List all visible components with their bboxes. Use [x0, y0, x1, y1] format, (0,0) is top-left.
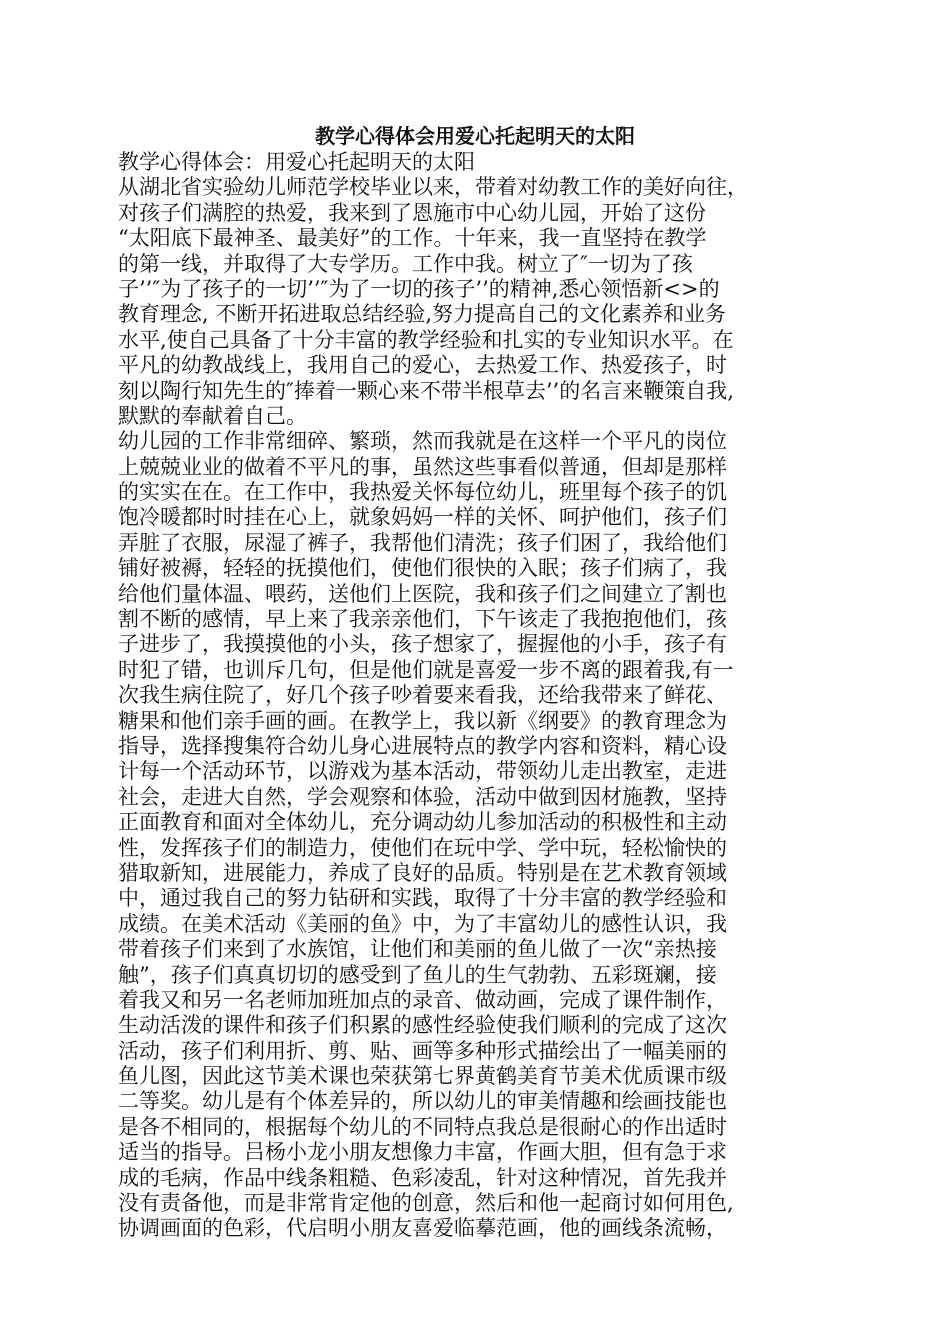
- text-line: 正面教育和面对全体幼儿，充分调动幼儿参加活动的积极性和主动: [118, 810, 727, 835]
- text-line: 割不断的感情，早上来了我亲亲他们，下午该走了我抱抱他们，孩: [118, 607, 727, 632]
- text-line: 给他们量体温、喂药，送他们上医院，我和孩子们之间建立了割也: [118, 581, 727, 606]
- text-line: 教育理念, 不断开拓进取总结经验,努力提高自己的文化素养和业务: [118, 302, 727, 327]
- text-line: 次我生病住院了，好几个孩子吵着要来看我，还给我带来了鲜花、: [118, 683, 727, 708]
- text-line: 铺好被褥，轻轻的抚摸他们，使他们很快的入眠；孩子们病了，我: [118, 556, 727, 581]
- text-line: 幼儿园的工作非常细碎、繁琐，然而我就是在这样一个平凡的岗位: [118, 429, 727, 454]
- document-body: [118, 150, 818, 1242]
- text-line: 子进步了，我摸摸他的小头，孩子想家了，握握他的小手，孩子有: [118, 632, 727, 657]
- text-line: 子’’″为了孩子的一切’’″为了一切的孩子’’的精神,悉心领悟新<>的: [118, 276, 720, 301]
- text-line: 上兢兢业业的做着不平凡的事，虽然这些事看似普通，但却是那样: [118, 454, 727, 479]
- text-line: 默默的奉献着自己。: [118, 403, 307, 428]
- text-line: 的第一线，并取得了大专学历。工作中我。树立了″一切为了孩: [118, 251, 693, 276]
- text-line: 带着孩子们来到了水族馆，让他们和美丽的鱼儿做了一次“亲热接: [118, 937, 717, 962]
- text-line: 的实实在在。在工作中，我热爱关怀每位幼儿，班里每个孩子的饥: [118, 480, 727, 505]
- text-line: 中，通过我自己的努力钻研和实践，取得了十分丰富的教学经验和: [118, 886, 727, 911]
- text-line: 是各不相同的，根据每个幼儿的不同特点我总是很耐心的作出适时: [118, 1114, 727, 1139]
- text-line: 饱冷暖都时时挂在心上，就象妈妈一样的关怀、呵护他们，孩子们: [118, 505, 727, 530]
- text-line: 指导，选择搜集符合幼儿身心进展特点的教学内容和资料，精心设: [118, 733, 727, 758]
- text-line: 弄脏了衣服，尿湿了裤子，我帮他们清洗；孩子们困了，我给他们: [118, 530, 727, 555]
- text-line: 成绩。在美术活动《美丽的鱼》中，为了丰富幼儿的感性认识，我: [118, 911, 727, 936]
- text-line: 鱼儿图，因此这节美术课也荣获第七界黄鹤美育节美术优质课市级: [118, 1064, 727, 1089]
- text-line: 没有责备他，而是非常肯定他的创意，然后和他一起商讨如何用色,: [118, 1191, 734, 1216]
- text-line: 社会，走进大自然，学会观察和体验，活动中做到因材施教，坚持: [118, 784, 727, 809]
- text-line: “太阳底下最神圣、最美好”的工作。十年来，我一直坚持在教学: [118, 226, 707, 251]
- text-line: 水平,使自己具备了十分丰富的教学经验和扎实的专业知识水平。在: [118, 327, 734, 352]
- text-line: 时犯了错，也训斥几句，但是他们就是喜爱一步不离的跟着我,有一: [118, 657, 734, 682]
- text-line: 着我又和另一名老师加班加点的录音、做动画，完成了课件制作，: [118, 987, 727, 1012]
- text-line: 对孩子们满腔的热爱，我来到了恩施市中心幼儿园，开始了这份: [118, 200, 706, 225]
- text-line: 生动活泼的课件和孩子们积累的感性经验使我们顺利的完成了这次: [118, 1013, 727, 1038]
- text-line: 性，发挥孩子们的制造力，使他们在玩中学、学中玩，轻松愉快的: [118, 835, 727, 860]
- text-line: 教学心得体会：用爱心托起明天的太阳: [118, 150, 475, 174]
- document-title: 教学心得体会用爱心托起明天的太阳: [315, 124, 635, 148]
- text-line: 计每一个活动环节，以游戏为基本活动，带领幼儿走出教室，走进: [118, 759, 727, 784]
- text-line: 成的毛病，作品中线条粗糙、色彩凌乱，针对这种情况，首先我并: [118, 1165, 727, 1190]
- text-line: 糖果和他们亲手画的画。在教学上，我以新《纲要》的教育理念为: [118, 708, 727, 733]
- text-line: 猎取新知，进展能力，养成了良好的品质。特别是在艺术教育领域: [118, 860, 727, 885]
- text-line: 活动，孩子们利用折、剪、贴、画等多种形式描绘出了一幅美丽的: [118, 1038, 727, 1063]
- text-line: 协调画面的色彩，代启明小朋友喜爱临摹范画，他的画线条流畅，: [118, 1216, 727, 1241]
- text-line: 从湖北省实验幼儿师范学校毕业以来，带着对幼教工作的美好向往，: [118, 175, 748, 200]
- text-line: 适当的指导。吕杨小龙小朋友想像力丰富，作画大胆，但有急于求: [118, 1140, 727, 1165]
- text-line: 触”，孩子们真真切切的感受到了鱼儿的生气勃勃、五彩斑斓，接: [118, 962, 717, 987]
- text-line: 二等奖。幼儿是有个体差异的，所以幼儿的审美情趣和绘画技能也: [118, 1089, 727, 1114]
- text-line: 刻以陶行知先生的″捧着一颗心来不带半根草去’’的名言来鞭策自我,: [118, 378, 734, 403]
- text-line: 平凡的幼教战线上，我用自己的爱心，去热爱工作、热爱孩子，时: [118, 353, 727, 378]
